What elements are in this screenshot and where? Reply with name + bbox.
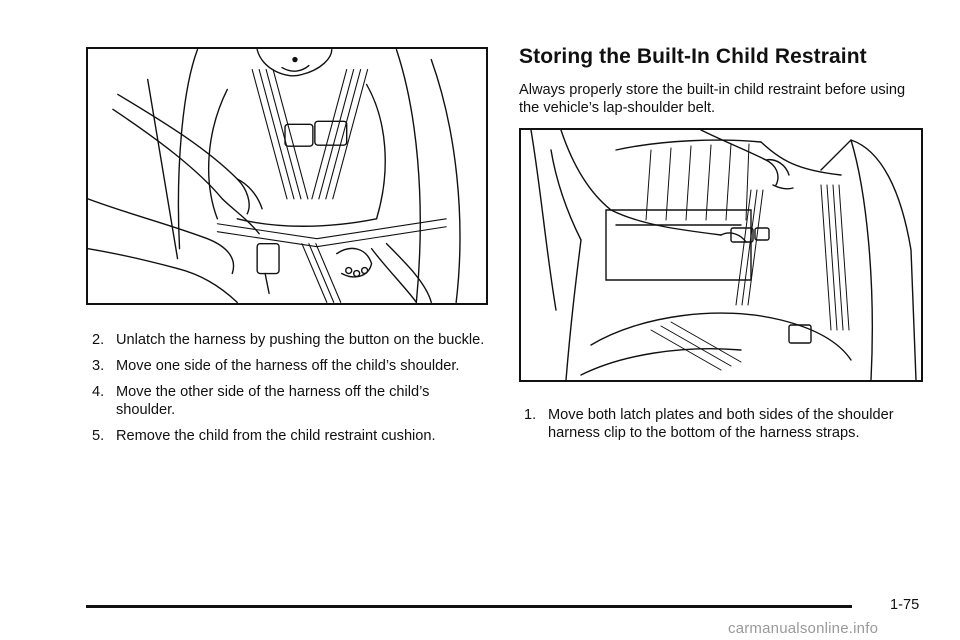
list-item: 4. Move the other side of the harness off the child’s shoulder. [92,384,430,418]
unlatch-steps-list [92,331,492,453]
intro-paragraph: Always properly store the built-in child restraint before using the vehicle’s lap-shoulder belt. [519,82,906,116]
list-item: 2. Unlatch the harness by pushing the button on the buckle. [92,332,485,348]
list-item: 5. Remove the child from the child restraint cushion. [92,428,436,444]
list-item: 3. Move one side of the harness off the child’s shoulder. [92,358,460,374]
storing-steps-list [524,406,924,450]
list-item: 1. Move both latch plates and both sides of the shoulder harness clip to the bottom of the harness straps. [524,407,894,441]
illustration-unlatch-harness [86,47,488,305]
watermark-text: carmanualsonline.info [728,620,879,637]
page-number: 1-75 [890,597,920,613]
illustration-storing-restraint [519,128,923,382]
footer-divider [86,605,852,608]
section-title: Storing the Built-In Child Restraint [519,45,867,68]
